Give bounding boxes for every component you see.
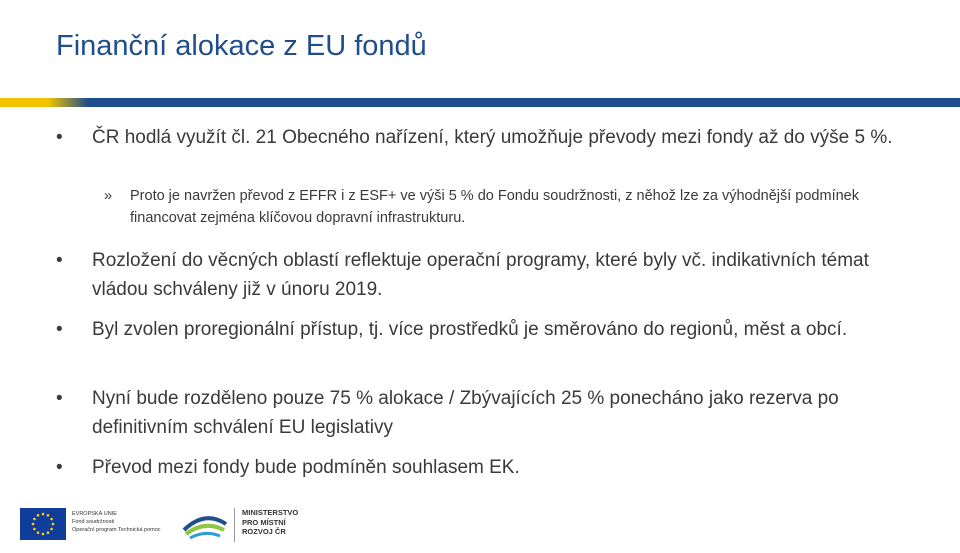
bullet-text: Rozložení do věcných oblastí reflektuje operační programy, které byly vč. indikativních témat vládou schváleny již v únoru 2019. [92,250,869,300]
eu-line: Fond soudržnosti [72,519,115,525]
sub-bullet-marker: » [104,188,113,204]
ministry-line: MINISTERSTVO [242,508,299,517]
ministry-line: PRO MÍSTNÍ [242,517,286,527]
footer-logos [0,500,960,553]
title-rule [0,98,960,107]
rule-blue-segment [62,98,960,107]
bullet-marker: • [56,250,63,271]
bullet-text: Převod mezi fondy bude podmíněn souhlasem EK. [92,457,520,478]
bullet-marker: • [56,319,63,340]
ministry-line: ROZVOJ ČR [242,527,286,536]
eu-line: EVROPSKÁ UNIE [72,511,117,517]
bullet-text: ČR hodlá využít čl. 21 Obecného nařízení, který umožňuje převody mezi fondy až do výše 5 %. [92,127,893,148]
rule-gradient-segment [48,98,88,107]
page-title: Finanční alokace z EU fondů [56,30,427,62]
bullet-text: Byl zvolen proregionální přístup, tj. více prostředků je směrováno do regionů, měst a obcí. [92,319,848,340]
sub-bullet-text: Proto je navržen převod z EFFR i z ESF+ ve výši 5 % do Fondu soudržnosti, z něhož lze za výhodnější podmínek financovat zejména klíčovou dopravní infrastrukturu. [130,188,859,226]
eu-logo-text [72,510,182,534]
eu-flag-icon [20,508,66,540]
ministry-logo-icon [180,508,230,542]
ministry-logo-text [242,508,298,537]
eu-line: Operační program Technická pomoc [72,527,161,533]
bullet-text: Nyní bude rozděleno pouze 75 % alokace / Zbývajících 25 % ponecháno jako rezerva po definitivním schválení EU legislativy [92,388,839,438]
logo-divider [234,508,235,542]
bullet-marker: • [56,127,63,148]
bullet-marker: • [56,388,63,409]
bullet-marker: • [56,457,63,478]
